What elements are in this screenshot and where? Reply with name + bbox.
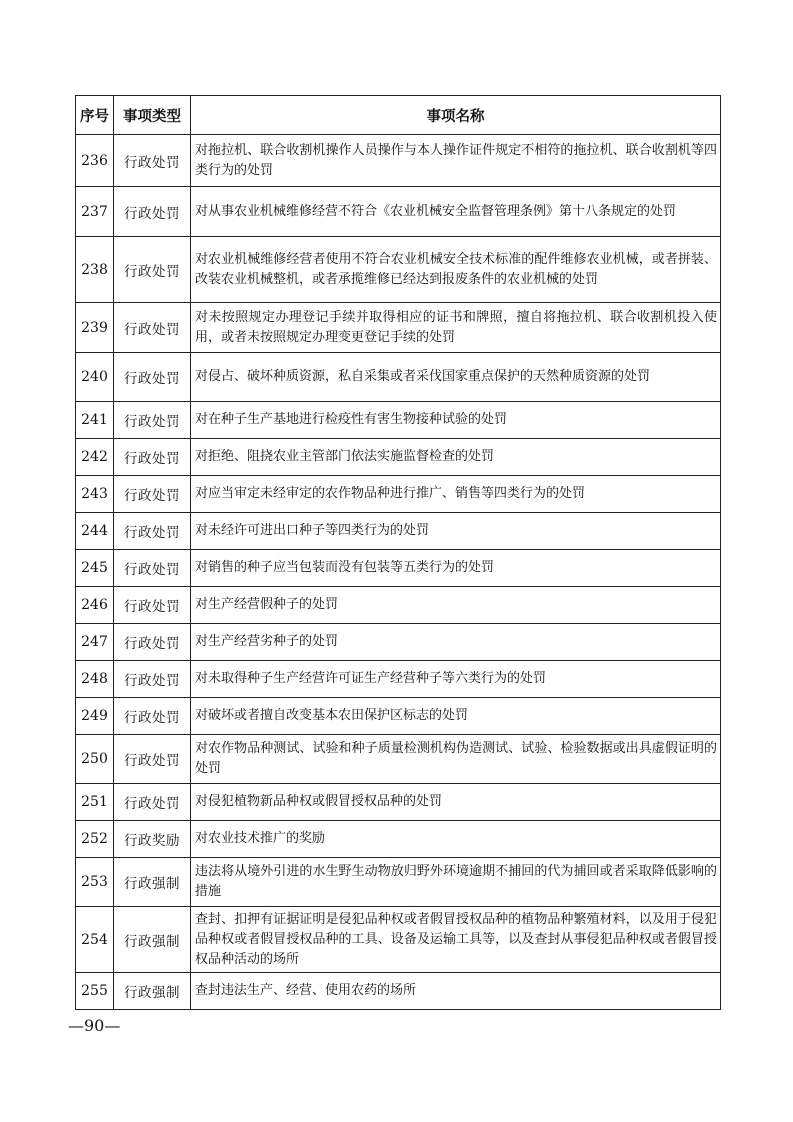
row-number: 236: [76, 135, 114, 187]
table-row: [76, 135, 721, 187]
row-name: 对侵犯植物新品种权或假冒授权品种的处罚: [191, 784, 721, 821]
row-number: 243: [76, 476, 114, 513]
row-number: 255: [76, 973, 114, 1010]
row-type: 行政强制: [114, 858, 191, 907]
table-row: [76, 513, 721, 550]
row-name: 查封违法生产、经营、使用农药的场所: [191, 973, 721, 1010]
row-number: 244: [76, 513, 114, 550]
row-type: 行政处罚: [114, 237, 191, 303]
row-name: 对生产经营假种子的处罚: [191, 587, 721, 624]
table-row: [76, 550, 721, 587]
table-row: [76, 587, 721, 624]
row-name: 对侵占、破坏种质资源，私自采集或者采伐国家重点保护的天然种质资源的处罚: [191, 353, 721, 402]
row-number: 253: [76, 858, 114, 907]
row-number: 249: [76, 698, 114, 735]
row-name: 对农业机械维修经营者使用不符合农业机械安全技术标准的配件维修农业机械，或者拼装、改装农业机械整机，或者承揽维修已经达到报废条件的农业机械的处罚: [191, 237, 721, 303]
table-row: [76, 237, 721, 303]
row-name: 对农作物品种测试、试验和种子质量检测机构伪造测试、试验、检验数据或出具虚假证明的处罚: [191, 735, 721, 784]
row-name: 违法将从境外引进的水生野生动物放归野外环境逾期不捕回的代为捕回或者采取降低影响的措施: [191, 858, 721, 907]
row-type: 行政处罚: [114, 513, 191, 550]
row-type: 行政处罚: [114, 735, 191, 784]
row-type: 行政处罚: [114, 135, 191, 187]
row-type: 行政处罚: [114, 624, 191, 661]
row-number: 246: [76, 587, 114, 624]
header-name: 事项名称: [191, 96, 721, 135]
row-number: 251: [76, 784, 114, 821]
header-type: 事项类型: [114, 96, 191, 135]
row-type: 行政处罚: [114, 187, 191, 237]
row-type: 行政处罚: [114, 550, 191, 587]
row-name: 对未按照规定办理登记手续并取得相应的证书和牌照，擅自将拖拉机、联合收割机投入使用，或者未按照规定办理变更登记手续的处罚: [191, 303, 721, 353]
row-number: 239: [76, 303, 114, 353]
row-type: 行政处罚: [114, 587, 191, 624]
table-row: [76, 624, 721, 661]
row-number: 237: [76, 187, 114, 237]
row-type: 行政处罚: [114, 698, 191, 735]
row-name: 对生产经营劣种子的处罚: [191, 624, 721, 661]
row-type: 行政处罚: [114, 402, 191, 439]
row-name: 对拒绝、阻挠农业主管部门依法实施监督检查的处罚: [191, 439, 721, 476]
table-row: [76, 821, 721, 858]
row-name: 对拖拉机、联合收割机操作人员操作与本人操作证件规定不相符的拖拉机、联合收割机等四类行为的处罚: [191, 135, 721, 187]
row-number: 250: [76, 735, 114, 784]
row-type: 行政强制: [114, 973, 191, 1010]
row-number: 247: [76, 624, 114, 661]
row-name: 对破坏或者擅自改变基本农田保护区标志的处罚: [191, 698, 721, 735]
row-type: 行政处罚: [114, 476, 191, 513]
table-header-row: [76, 96, 721, 135]
row-type: 行政奖励: [114, 821, 191, 858]
row-name: 对在种子生产基地进行检疫性有害生物接种试验的处罚: [191, 402, 721, 439]
row-number: 254: [76, 907, 114, 973]
row-number: 238: [76, 237, 114, 303]
table-row: [76, 735, 721, 784]
row-number: 248: [76, 661, 114, 698]
row-type: 行政处罚: [114, 303, 191, 353]
table-row: [76, 187, 721, 237]
row-type: 行政强制: [114, 907, 191, 973]
row-name: 对应当审定未经审定的农作物品种进行推广、销售等四类行为的处罚: [191, 476, 721, 513]
table-row: [76, 353, 721, 402]
matters-table: [75, 95, 721, 1010]
table-row: [76, 661, 721, 698]
row-type: 行政处罚: [114, 784, 191, 821]
row-number: 252: [76, 821, 114, 858]
table-row: [76, 476, 721, 513]
table-row: [76, 402, 721, 439]
table-row: [76, 303, 721, 353]
row-number: 245: [76, 550, 114, 587]
row-name: 对农业技术推广的奖励: [191, 821, 721, 858]
row-type: 行政处罚: [114, 353, 191, 402]
header-number: 序号: [76, 96, 114, 135]
table-row: [76, 698, 721, 735]
table-row: [76, 858, 721, 907]
table-row: [76, 439, 721, 476]
row-name: 对销售的种子应当包装而没有包装等五类行为的处罚: [191, 550, 721, 587]
row-type: 行政处罚: [114, 661, 191, 698]
table-row: [76, 973, 721, 1010]
page-number: —90—: [68, 1016, 121, 1035]
row-name: 对未经许可进出口种子等四类行为的处罚: [191, 513, 721, 550]
row-name: 对未取得种子生产经营许可证生产经营种子等六类行为的处罚: [191, 661, 721, 698]
row-name: 对从事农业机械维修经营不符合《农业机械安全监督管理条例》第十八条规定的处罚: [191, 187, 721, 237]
row-number: 242: [76, 439, 114, 476]
row-number: 240: [76, 353, 114, 402]
table-row: [76, 784, 721, 821]
row-name: 查封、扣押有证据证明是侵犯品种权或者假冒授权品种的植物品种繁殖材料，以及用于侵犯品种权或者假冒授权品种的工具、设备及运输工具等，以及查封从事侵犯品种权或者假冒授权品种活动的场所: [191, 907, 721, 973]
table-row: [76, 907, 721, 973]
row-type: 行政处罚: [114, 439, 191, 476]
row-number: 241: [76, 402, 114, 439]
